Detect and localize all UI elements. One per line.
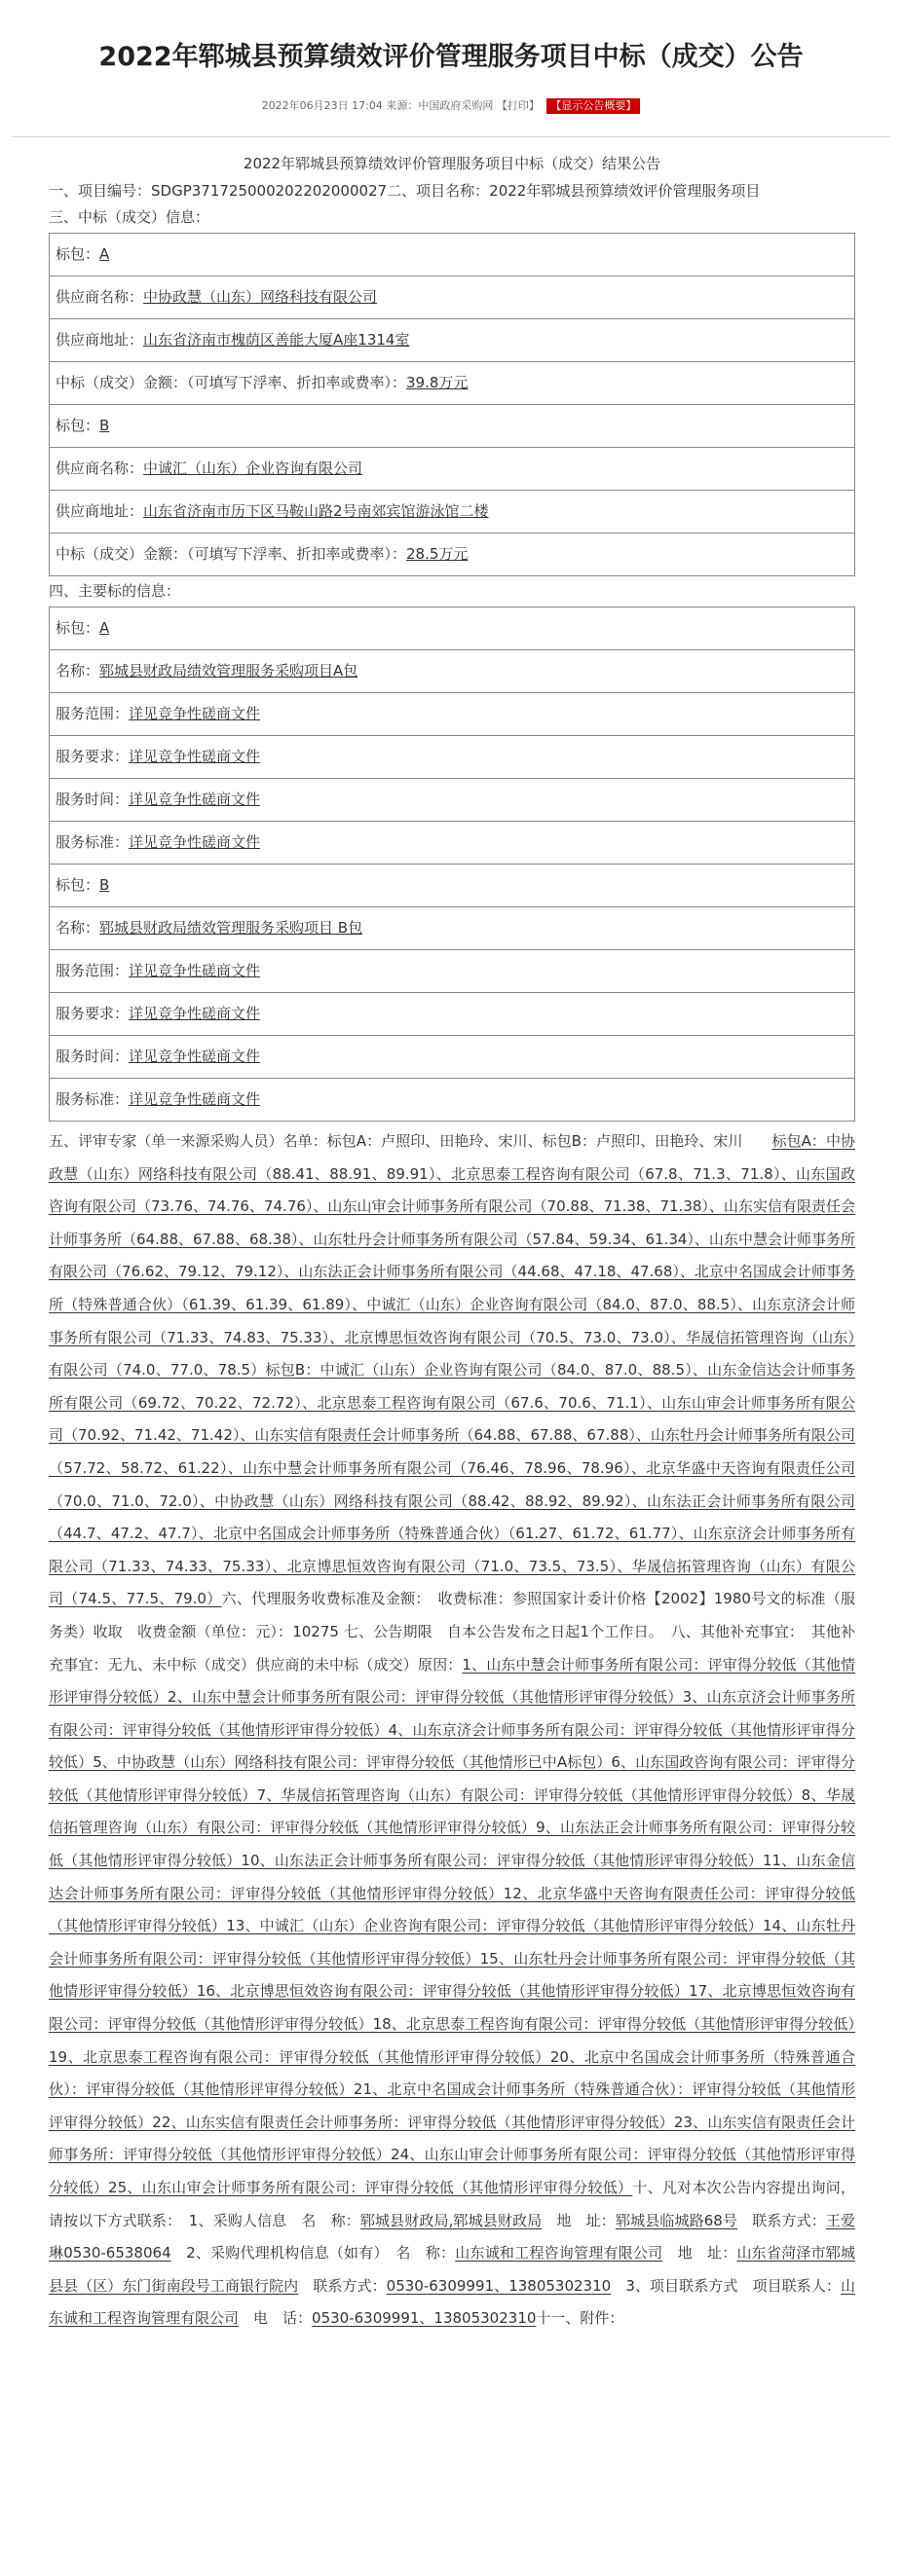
body-text: 联系方式： — [737, 2211, 826, 2229]
table-cell — [50, 607, 855, 650]
table-cell — [50, 534, 855, 576]
award-row — [50, 234, 855, 276]
announcement-body — [0, 149, 902, 2336]
subject-row — [50, 736, 855, 779]
project-info-line: 一、项目编号：SDGP371725000202202000027二、项目名称：2022年郓城县预算绩效评价管理服务项目 — [49, 182, 761, 200]
body-text: 地 址： — [662, 2244, 737, 2263]
table-cell — [50, 993, 855, 1036]
subject-row — [50, 822, 855, 865]
field-value: 详见竞争性磋商文件 — [129, 962, 261, 979]
subject-row — [50, 650, 855, 693]
subject-row — [50, 907, 855, 950]
body-text: 十、凡对本次公告内容提出询问，请按以下方式联系： 1、采购人信息 名 称： — [49, 2179, 855, 2229]
table-cell — [50, 491, 855, 534]
field-label: 供应商地址： — [56, 502, 144, 520]
award-row — [50, 491, 855, 534]
subject-row — [50, 993, 855, 1036]
field-value: 详见竞争性磋商文件 — [129, 833, 261, 851]
field-label: 服务标准： — [56, 833, 130, 851]
field-label: 供应商地址： — [56, 331, 144, 349]
field-value: 详见竞争性磋商文件 — [129, 1005, 261, 1022]
field-value: 中诚汇（山东）企业咨询有限公司 — [143, 460, 363, 477]
award-table — [49, 233, 855, 576]
field-value: A — [99, 619, 110, 637]
field-label: 中标（成交）金额：（可填写下浮率、折扣率或费率）： — [56, 545, 407, 563]
field-value: 详见竞争性磋商文件 — [129, 1048, 261, 1065]
subject-row — [50, 693, 855, 736]
subject-row — [50, 865, 855, 907]
table-cell — [50, 950, 855, 993]
field-label: 服务要求： — [56, 1005, 130, 1022]
field-value: 郓城县财政局绩效管理服务采购项目 B包 — [99, 919, 363, 937]
subject-row — [50, 607, 855, 650]
body-text: 联系方式： — [298, 2276, 387, 2295]
table-cell — [50, 234, 855, 276]
field-label: 服务标准： — [56, 1090, 130, 1108]
table-cell — [50, 779, 855, 822]
table-cell — [50, 276, 855, 319]
field-value: 详见竞争性磋商文件 — [129, 705, 261, 722]
experts-and-contacts — [49, 1125, 855, 2336]
field-value: 山东省济南市历下区马鞍山路2号南郊宾馆游泳馆二楼 — [143, 502, 489, 520]
underlined-text: 郓城县临城路68号 — [615, 2211, 738, 2229]
field-label: 标包： — [56, 876, 100, 894]
table-cell — [50, 865, 855, 907]
field-value: 郓城县财政局绩效管理服务采购项目A包 — [99, 662, 358, 680]
award-row — [50, 534, 855, 576]
section-award-heading: 三、中标（成交）信息： — [49, 208, 210, 226]
field-value: 详见竞争性磋商文件 — [129, 791, 261, 808]
print-link[interactable]: 【打印】 — [496, 99, 540, 112]
underlined-text: 0530-6309991、13805302310 — [386, 2276, 612, 2295]
award-row — [50, 405, 855, 448]
underlined-text: 山东省菏泽市郓城县县（区）东门街南段号工商银行院内 — [49, 2244, 855, 2295]
field-label: 服务要求： — [56, 748, 130, 765]
table-cell — [50, 907, 855, 950]
body-text: 十一、附件： — [536, 2309, 624, 2328]
table-cell — [50, 319, 855, 362]
table-cell — [50, 1036, 855, 1079]
field-value: 山东省济南市槐荫区善能大厦A座1314室 — [143, 331, 410, 349]
subject-table — [49, 607, 855, 1122]
page-title: 2022年郓城县预算绩效评价管理服务项目中标（成交）公告 — [98, 42, 804, 72]
underlined-text: 1、山东中慧会计师事务所有限公司：评审得分较低（其他情形评审得分较低）2、山东中慧会计师事务所有限公司：评审得分较低（其他情形评审得分较低）3、山东京济会计师事务所有限公司：评审得分较低（其他情形评审得分较低）4、山东京济会计师事务所有限公司：评审得分较低（其他情形评审得分较低）5、中协政慧（山东）网络科技有限公司：评审得分较低（其他情形已中A标包）6、山东国政咨询有限公司：评审得分较低（其他情形评审得分较低）7、华晟信拓管理咨询（山东）有限公司：评审得分较低（其他情形评审得分较低）8、华晟信拓管理咨询（山东）有限公司：评审得分较低（其他情形评审得分较低）9、山东法正会计师事务所有限公司：评审得分较低（其他情形评审得分较低）10、山东法正会计师事务所有限公司：评审得分较低（其他情形评审得分较低）11、山东金信达会计师事务所有限公司：评审得分较低（其他情形评审得分较低）12、北京华盛中天咨询有限责任公司：评审得分较低（其他情形评审得分较低）13、中诚汇（山东）企业咨询有限公司：评审得分较低（其他情形评审得分较低）14、山东牡丹会计师事务所有限公司：评审得分较低（其他情形评审得分较低）15、山东牡丹会计师事务所有限公司：评审得分较低（其他情形评审得分较低）16、北京博思恒效咨询有限公司：评审得分较低（其他情形评审得分较低）17、北京博思恒效咨询有限公司：评审得分较低（其他情形评审得分较低）18、北京思泰工程咨询有限公司：评审得分较低（其他情形评审得分较低）19、北京思泰工程咨询有限公司：评审得分较低（其他情形评审得分较低）20、北京中名国成会计师事务所（特殊普通合伙）：评审得分较低（其他情形评审得分较低）21、北京中名国成会计师事务所（特殊普通合伙）：评审得分较低（其他情形评审得分较低）22、山东实信有限责任会计师事务所：评审得分较低（其他情形评审得分较低）23、山东实信有限责任会计师事务所：评审得分较低（其他情形评审得分较低）24、山东山审会计师事务所有限公司：评审得分较低（其他情形评审得分较低）25、山东山审会计师事务所有限公司：评审得分较低（其他情形评审得分较低） — [49, 1655, 855, 2196]
field-value: 详见竞争性磋商文件 — [129, 1090, 261, 1108]
field-label: 供应商名称： — [56, 460, 144, 477]
field-value: 详见竞争性磋商文件 — [129, 748, 261, 765]
table-cell — [50, 362, 855, 405]
field-value: B — [99, 876, 110, 894]
table-cell — [50, 650, 855, 693]
underlined-text: 山东诚和工程咨询管理有限公司 — [455, 2244, 663, 2263]
underlined-text: 0530-6309991、13805302310 — [312, 2309, 537, 2328]
table-cell — [50, 693, 855, 736]
table-cell — [50, 822, 855, 865]
field-value: 39.8万元 — [406, 374, 469, 391]
table-cell — [50, 405, 855, 448]
subject-row — [50, 1036, 855, 1079]
field-label: 服务时间： — [56, 791, 130, 808]
field-label: 标包： — [56, 245, 100, 263]
table-cell — [50, 1079, 855, 1122]
body-text: 2、采购代理机构信息（如有） 名 称： — [170, 2244, 456, 2263]
underlined-text: 山东诚和工程咨询管理有限公司 — [49, 2276, 855, 2328]
underlined-text: 标包A：中协政慧（山东）网络科技有限公司（88.41、88.91、89.91）、北京思泰工程咨询有限公司（67.8、71.3、71.8）、山东国政咨询有限公司（73.76、74.76、74.76）、山东山审会计师事务所有限公司（70.88、71.38、71.38）、山东实信有限责任会计师事务所（64.88、67.88、68.38）、山东牡丹会计师事务所有限公司（57.84、59.34、61.34）、山东中慧会计师事务所有限公司（76.62、79.12、79.12）、山东法正会计师事务所有限公司（44.68、47.18、47.68）、北京中名国成会计师事务所（特殊普通合伙）（61.39、61.39、61.89）、中诚汇（山东）企业咨询有限公司（84.0、87.0、88.5）、山东京济会计师事务所有限公司（71.33、74.83、75.33）、北京博思恒效咨询有限公司（70.5、73.0、73.0）、华晟信拓管理咨询（山东）有限公司（74.0、77.0、78.5）标包B：中诚汇（山东）企业咨询有限公司（84.0、87.0、88.5）、山东金信达会计师事务所有限公司（69.72、70.22、72.72）、北京思泰工程咨询有限公司（67.6、70.6、71.1）、山东山审会计师事务所有限公司（70.92、71.42、71.42）、山东实信有限责任会计师事务所（64.88、67.88、67.88）、山东牡丹会计师事务所有限公司（57.72、58.72、61.22）、山东中慧会计师事务所有限公司（76.46、78.96、78.96）、北京华盛中天咨询有限责任公司（70.0、71.0、72.0）、中协政慧（山东）网络科技有限公司（88.42、88.92、89.92）、山东法正会计师事务所有限公司（44.7、47.2、47.7）、北京中名国成会计师事务所（特殊普通合伙）（61.27、61.72、61.77）、山东京济会计师事务所有限公司（71.33、74.33、75.33）、北京博思恒效咨询有限公司（71.0、73.5、73.5）、华晟信拓管理咨询（山东）有限公司（74.5、77.5、79.0） — [49, 1132, 855, 1608]
award-row — [50, 276, 855, 319]
body-text: 电 话： — [239, 2309, 313, 2328]
body-text: 3、项目联系方式 项目联系人： — [611, 2276, 841, 2295]
table-cell — [50, 736, 855, 779]
meta-bar — [0, 95, 902, 117]
source-label: 来源：中国政府采购网 — [386, 99, 494, 112]
award-row — [50, 448, 855, 491]
table-cell — [50, 448, 855, 491]
result-subtitle: 2022年郓城县预算绩效评价管理服务项目中标（成交）结果公告 — [243, 155, 661, 172]
underlined-text: 郓城县财政局,郓城县财政局 — [359, 2211, 543, 2229]
field-value: 中协政慧（山东）网络科技有限公司 — [143, 288, 378, 306]
field-label: 服务范围： — [56, 705, 130, 722]
subject-row — [50, 779, 855, 822]
subject-row — [50, 1079, 855, 1122]
show-summary-button[interactable]: 【显示公告概要】 — [546, 98, 640, 114]
field-label: 中标（成交）金额：（可填写下浮率、折扣率或费率）： — [56, 374, 407, 391]
subject-row — [50, 950, 855, 993]
body-text: 五、评审专家（单一来源采购人员）名单：标包A：卢照印、田艳玲、宋川、标包B：卢照印、田艳玲、宋川 — [49, 1132, 772, 1150]
field-label: 标包： — [56, 619, 100, 637]
award-row — [50, 362, 855, 405]
field-value: A — [99, 245, 110, 263]
field-value: B — [99, 417, 110, 434]
field-label: 服务范围： — [56, 962, 130, 979]
field-label: 供应商名称： — [56, 288, 144, 306]
section-subject-heading: 四、主要标的信息： — [49, 582, 181, 600]
body-text: 地 址： — [542, 2211, 616, 2229]
award-row — [50, 319, 855, 362]
divider — [12, 136, 890, 137]
publish-date: 2022年06月23日 17:04 — [261, 99, 383, 112]
field-value: 28.5万元 — [406, 545, 469, 563]
underlined-text: 王爱琳0530-6538064 — [49, 2211, 855, 2263]
announcement-page — [0, 37, 902, 2336]
field-label: 名称： — [56, 662, 100, 680]
body-text: 六、代理服务收费标准及金额： 收费标准：参照国家计委计价格【2002】1980号文的标准（服务类）收取 收费金额（单位：元）：10275 七、公告期限 自本公告发布之日起1个工作日。 八、其他补充事宜： 其他补充事宜：无九、未中标（成交）供应商的未中标（成交）原因： — [49, 1590, 855, 1674]
field-label: 服务时间： — [56, 1048, 130, 1065]
field-label: 标包： — [56, 417, 100, 434]
field-label: 名称： — [56, 919, 100, 937]
